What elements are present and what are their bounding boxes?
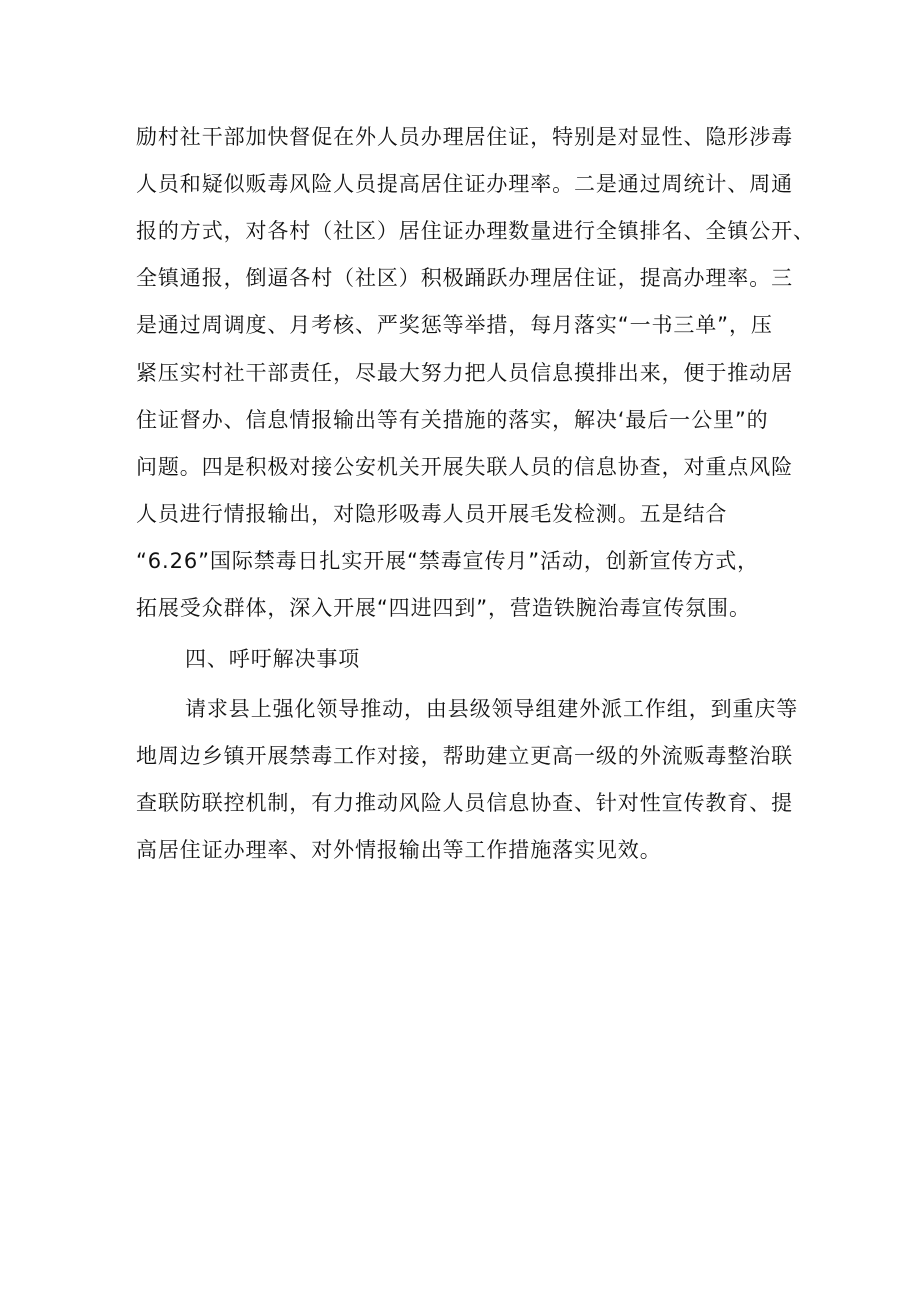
paragraph-line: 人员进行情报输出，对隐形吸毒人员开展毛发检测。五是结合	[136, 502, 728, 526]
paragraph-line: 住证督办、信息情报输出等有关措施的落实，解决‘最后一公里”的	[136, 408, 769, 432]
paragraph-line: 励村社干部加快督促在外人员办理居住证，特别是对显性、隐形涉毒	[136, 125, 793, 149]
paragraph-line: 高居住证办理率、对外情报输出等工作措施落实见效。	[136, 838, 662, 862]
paragraph-line: 地周边乡镇开展禁毒工作对接，帮助建立更高一级的外流贩毒整治联	[136, 744, 793, 768]
paragraph-line: 问题。四是积极对接公安机关开展失联人员的信息协查，对重点风险	[136, 455, 793, 479]
paragraph-line: 报的方式，对各村（社区）居住证办理数量进行全镇排名、全镇公开、	[136, 219, 815, 243]
paragraph-line: 全镇通报，倒逼各村（社区）积极踊跃办理居住证，提高办理率。三	[136, 266, 793, 290]
paragraph-line: “6.26”国际禁毒日扎实开展“禁毒宣传月”活动，创新宣传方式，	[136, 549, 760, 573]
section-heading: 四、呼吁解决事项	[185, 647, 361, 671]
paragraph-line: 请求县上强化领导推动，由县级领导组建外派工作组，到重庆等	[185, 697, 799, 721]
paragraph-line: 拓展受众群体，深入开展“四进四到”，营造铁腕治毒宣传氛围。	[136, 596, 751, 620]
paragraph-line: 是通过周调度、月考核、严奖惩等举措，每月落实“一书三单”，压	[136, 313, 773, 337]
paragraph-line: 查联防联控机制，有力推动风险人员信息协查、针对性宣传教育、提	[136, 791, 793, 815]
paragraph-line: 紧压实村社干部责任，尽最大努力把人员信息摸排出来，便于推动居	[136, 361, 793, 385]
paragraph-line: 人员和疑似贩毒风险人员提高居住证办理率。二是通过周统计、周通	[136, 172, 793, 196]
